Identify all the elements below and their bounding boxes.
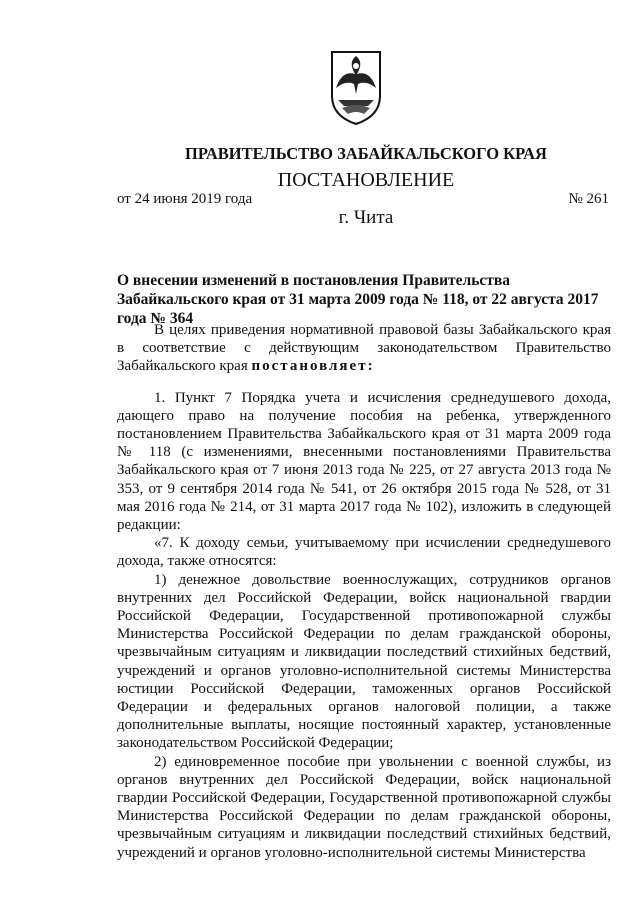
paragraph-1: 1. Пункт 7 Порядка учета и исчисления среднедушевого дохода, дающего право на получение пособия на ребенка, утвержденного постановлением Правительства Забайкальского края от 31 марта 2009 года № 118 (с изменениями, внесенными постановлениями Правительства Забайкальского края от 7 июня 2013 года № 225, от 27 августа 2013 года № 353, от 9 сентября 2014 года № 541, от 26 октября 2015 года № 528, от 31 мая 2016 года № 214, от 31 марта 2017 года № 102), изложить в следующей редакции: [117, 389, 611, 534]
document-number: № 261 [568, 191, 609, 207]
preamble-paragraph [117, 321, 611, 376]
paragraph-3: 1) денежное довольствие военнослужащих, сотрудников органов внутренних дел Российской Федерации, войск национальной гвардии Российской Федерации, Государственной противопожарной службы Министерства Российской Федерации по делам гражданской обороны, чрезвычайным ситуациям и ликвидации последствий стихийных бедствий, учреждений и органов уголовно-исполнительной системы Министерства юстиции Российской Федерации, таможенных органов Российской Федерации и федеральных органов налоговой полиции, а также дополнительные выплаты, носящие постоянный характер, установленные законодательством Российской Федерации; [117, 571, 611, 752]
government-title: ПРАВИТЕЛЬСТВО ЗАБАЙКАЛЬСКОГО КРАЯ [185, 144, 547, 163]
document-date: от 24 июня 2019 года [117, 191, 253, 207]
preamble-keyword: постановляет: [251, 358, 375, 375]
paragraph-4: 2) единовременное пособие при увольнении с военной службы, из органов внутренних дел Российской Федерации, войск национальной гвардии Российской Федерации, Государственной противопожарной службы Министерства Российской Федерации по делам гражданской обороны, чрезвычайным ситуациям и ликвидации последствий стихийных бедствий, учреждений и органов уголовно-исполнительной системы Министерства [117, 753, 611, 861]
coat-of-arms-icon [328, 48, 384, 126]
document-body [117, 321, 611, 862]
document-city: г. Чита [338, 207, 394, 228]
preamble-text: В целях приведения нормативной правовой базы Забайкальского края в соответствие с действующим законодательством Правительство Забайкальского края [117, 322, 611, 375]
document-subject: О внесении изменений в постановления Правительства Забайкальского края от 31 марта 2009 года № 118, от 22 августа 2017 года № 364 [117, 272, 599, 327]
document-type: ПОСТАНОВЛЕНИЕ [277, 169, 455, 191]
paragraph-2: «7. К доходу семьи, учитываемому при исчислении среднедушевого дохода, также относятся: [117, 535, 611, 570]
